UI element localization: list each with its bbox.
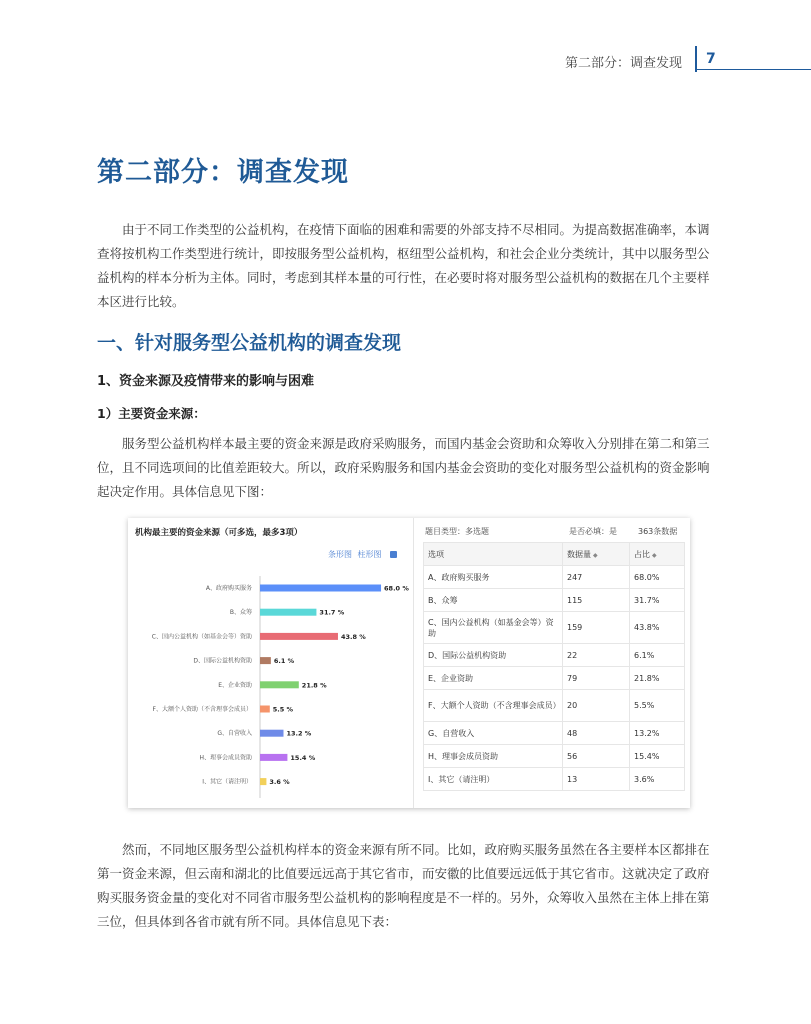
data-table-panel bbox=[423, 518, 685, 808]
table-row bbox=[424, 612, 685, 644]
cell-option: C、国内公益机构（如基金会等）资助 bbox=[424, 612, 563, 644]
data-label: 5.5 % bbox=[272, 705, 294, 714]
cell-percent: 6.1% bbox=[630, 644, 685, 667]
question-type: 题目类型：多选题 bbox=[425, 527, 489, 536]
cell-option: E、企业资助 bbox=[424, 667, 563, 690]
cell-count: 20 bbox=[563, 690, 630, 722]
category-label: H、理事会成员资助 bbox=[199, 754, 252, 762]
table-row bbox=[424, 745, 685, 768]
data-label: 15.4 % bbox=[290, 753, 316, 762]
cell-option: D、国际公益机构资助 bbox=[424, 644, 563, 667]
bar[interactable] bbox=[260, 585, 381, 592]
category-label: A、政府购买服务 bbox=[205, 585, 252, 592]
bar[interactable] bbox=[260, 730, 283, 737]
required-flag: 是否必填：是 bbox=[569, 527, 617, 536]
category-label: C、国内公益机构（如基金会等）资助 bbox=[151, 633, 252, 641]
chart-title: 机构最主要的资金来源（可多选，最多3项） bbox=[135, 528, 303, 538]
bar-chart bbox=[128, 518, 413, 808]
chart-type-tabs bbox=[328, 549, 400, 560]
table-row bbox=[424, 722, 685, 745]
cell-count: 22 bbox=[563, 644, 630, 667]
section-heading: 一、针对服务型公益机构的调查发现 bbox=[97, 332, 402, 354]
table-row bbox=[424, 589, 685, 612]
cell-percent: 3.6% bbox=[630, 768, 685, 791]
page-title: 第二部分：调查发现 bbox=[97, 157, 349, 188]
page-number: 7 bbox=[706, 51, 716, 67]
cell-option: G、自营收入 bbox=[424, 722, 563, 745]
survey-figure bbox=[128, 518, 690, 808]
cell-percent: 31.7% bbox=[630, 589, 685, 612]
category-label: E、企业资助 bbox=[218, 681, 252, 689]
column-header-count[interactable]: 数据量 ◆ bbox=[563, 543, 630, 566]
data-label: 21.8 % bbox=[301, 681, 327, 690]
cell-percent: 43.8% bbox=[630, 612, 685, 644]
data-label: 43.8 % bbox=[340, 632, 366, 641]
column-header-option: 选项 bbox=[424, 543, 563, 566]
category-label: B、众筹 bbox=[229, 609, 252, 617]
bar[interactable] bbox=[260, 681, 299, 688]
bar[interactable] bbox=[260, 778, 266, 785]
bar[interactable] bbox=[260, 754, 287, 761]
sort-icon[interactable]: ◆ bbox=[593, 551, 598, 559]
cell-count: 159 bbox=[563, 612, 630, 644]
data-label: 31.7 % bbox=[319, 608, 345, 617]
cell-count: 48 bbox=[563, 722, 630, 745]
cell-percent: 15.4% bbox=[630, 745, 685, 768]
table-row bbox=[424, 644, 685, 667]
table-row bbox=[424, 768, 685, 791]
record-count: 363条数据 bbox=[638, 527, 678, 536]
column-header-percent[interactable]: 占比 ◆ bbox=[630, 543, 685, 566]
bar[interactable] bbox=[260, 706, 270, 713]
funding-paragraph: 服务型公益机构样本最主要的资金来源是政府采购服务，而国内基金会资助和众筹收入分别排在第二和第三位，且不同选项间的比值差距较大。所以，政府采购服务和国内基金会资助的变化对服务型公益机构的资金影响起决定作用。具体信息见下图： bbox=[97, 436, 710, 499]
regional-paragraph: 然而，不同地区服务型公益机构样本的资金来源有所不同。比如，政府购买服务虽然在各主要样本区都排在第一资金来源，但云南和湖北的比值要远远高于其它省市，而安徽的比值要远远低于其它省市。这就决定了政府购买服务资金量的变化对不同省市服务型公益机构的影响程度是不一样的。另外，众筹收入虽然在主体上排在第三位，但具体到各省市就有所不同。具体信息见下表： bbox=[97, 842, 710, 929]
cell-percent: 13.2% bbox=[630, 722, 685, 745]
cell-percent: 21.8% bbox=[630, 667, 685, 690]
bar[interactable] bbox=[260, 609, 316, 616]
bar-chart-panel bbox=[128, 518, 414, 808]
tab-bar-chart[interactable]: 条形图 bbox=[328, 550, 352, 559]
cell-count: 247 bbox=[563, 566, 630, 589]
table-header-row bbox=[424, 543, 685, 566]
table-row bbox=[424, 690, 685, 722]
data-label: 13.2 % bbox=[286, 729, 312, 738]
table-body bbox=[424, 566, 685, 791]
bar[interactable] bbox=[260, 633, 338, 640]
cell-count: 79 bbox=[563, 667, 630, 690]
subsubsection-heading: 1）主要资金来源： bbox=[97, 406, 206, 421]
data-label: 3.6 % bbox=[269, 778, 290, 787]
category-label: D、国际公益机构资助 bbox=[193, 657, 252, 665]
header-rule bbox=[697, 69, 811, 70]
data-label: 6.1 % bbox=[273, 657, 295, 666]
tab-column-chart[interactable]: 柱形图 bbox=[357, 550, 382, 559]
data-table bbox=[423, 542, 685, 791]
category-label: G、自营收入 bbox=[217, 730, 252, 738]
save-icon[interactable] bbox=[390, 551, 397, 558]
cell-percent: 5.5% bbox=[630, 690, 685, 722]
cell-option: H、理事会成员资助 bbox=[424, 745, 563, 768]
cell-option: I、其它（请注明） bbox=[424, 768, 563, 791]
table-row bbox=[424, 566, 685, 589]
category-label: I、其它（请注明） bbox=[202, 778, 252, 786]
cell-count: 13 bbox=[563, 768, 630, 791]
sort-icon[interactable]: ◆ bbox=[652, 551, 657, 559]
running-header-title: 第二部分：调查发现 bbox=[564, 56, 682, 71]
cell-count: 115 bbox=[563, 589, 630, 612]
bar[interactable] bbox=[260, 657, 271, 664]
cell-option: F、大额个人资助（不含理事会成员） bbox=[424, 690, 563, 722]
subsection-heading: 1、资金来源及疫情带来的影响与困难 bbox=[97, 374, 315, 389]
table-row bbox=[424, 667, 685, 690]
cell-count: 56 bbox=[563, 745, 630, 768]
cell-option: B、众筹 bbox=[424, 589, 563, 612]
data-label: 68.0 % bbox=[384, 584, 409, 593]
cell-option: A、政府购买服务 bbox=[424, 566, 563, 589]
category-label: F、大额个人资助（不含理事会成员） bbox=[152, 706, 252, 713]
cell-percent: 68.0% bbox=[630, 566, 685, 589]
intro-paragraph: 由于不同工作类型的公益机构，在疫情下面临的困难和需要的外部支持不尽相同。为提高数据准确率，本调查将按机构工作类型进行统计，即按服务型公益机构，枢纽型公益机构，和社会企业分类统计，其中以服务型公益机构的样本分析为主体。同时，考虑到其样本量的可行性，在必要时将对服务型公益机构的数据在几个主要样本区进行比较。 bbox=[97, 222, 710, 309]
